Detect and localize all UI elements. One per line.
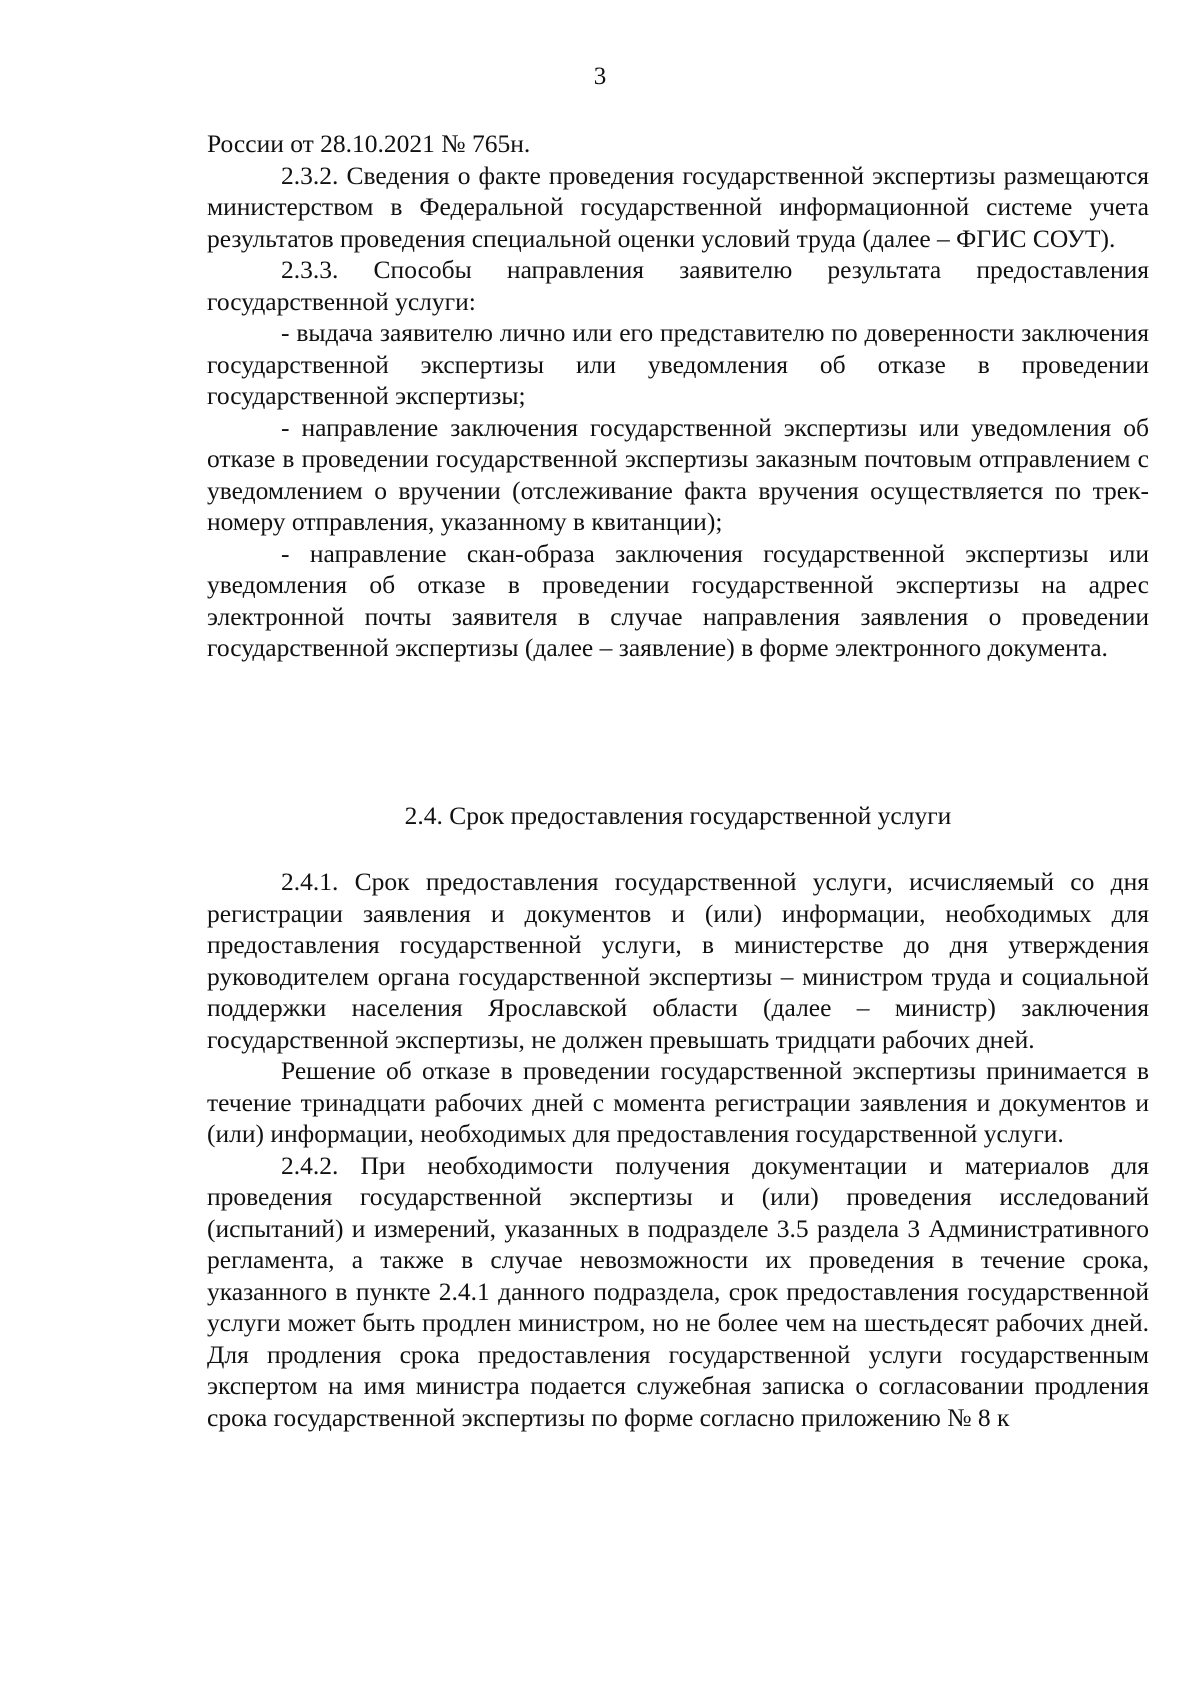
text-block-bottom (207, 866, 1149, 1433)
section-heading: 2.4. Срок предоставления государственной услуги (404, 801, 952, 830)
text-block-top (207, 128, 1149, 664)
paragraph-2-4-2: 2.4.2. При необходимости получения документации и материалов для проведения государственной экспертизы и (или) проведения исследований (испытаний) и измерений, указанных в подразделе 3.5 раздела 3 Административного регламента, а также в случае невозможности их проведения в течение срока, указанного в пункте 2.4.1 данного подраздела, срок предоставления государственной услуги может быть продлен министром, но не более чем на шестьдесят рабочих дней. Для продления срока предоставления государственной услуги государственным экспертом на имя министра подается служебная записка о согласовании продления срока государственной экспертизы по форме согласно приложению № 8 к (207, 1150, 1149, 1432)
paragraph-2-3-3: 2.3.3. Способы направления заявителю результата предоставления государственной услуги: (207, 255, 1149, 316)
paragraph-2-3-2: 2.3.2. Сведения о факте проведения государственной экспертизы размещаются министерством в Федеральной государственной информационной системе учета результатов проведения специальной оценки условий труда (далее – ФГИС СОУТ). (207, 160, 1149, 253)
paragraph-2-4-1: 2.4.1. Срок предоставления государственной услуги, исчисляемый со дня регистрации заявления и документов и (или) информации, необходимых для предоставления государственной услуги, в министерстве до дня утверждения руководителем органа государственной экспертизы – министром труда и социальной поддержки населения Ярославской области (далее – министр) заключения государственной экспертизы, не должен превышать тридцати рабочих дней. (207, 867, 1149, 1054)
paragraph-refusal-decision: Решение об отказе в проведении государственной экспертизы принимается в течение тринадцати рабочих дней с момента регистрации заявления и документов и (или) информации, необходимых для предоставления государственной услуги. (207, 1056, 1149, 1148)
page-number: 3 (593, 63, 607, 90)
list-item-personal-delivery: - выдача заявителю лично или его представителю по доверенности заключения государственной экспертизы или уведомления об отказе в проведении государственной экспертизы; (207, 318, 1149, 410)
paragraph-continuation: России от 28.10.2021 № 765н. (207, 129, 531, 158)
list-item-postal-delivery: - направление заключения государственной экспертизы или уведомления об отказе в проведении государственной экспертизы заказным почтовым отправлением с уведомлением о вручении (отслеживание факта вручения осуществляется по трек-номеру отправления, указанному в квитанции); (207, 412, 1149, 536)
list-item-email-delivery: - направление скан-образа заключения государственной экспертизы или уведомления об отказе в проведении государственной экспертизы на адрес электронной почты заявителя в случае направления заявления о проведении государственной экспертизы (далее – заявление) в форме электронного документа. (207, 538, 1149, 662)
